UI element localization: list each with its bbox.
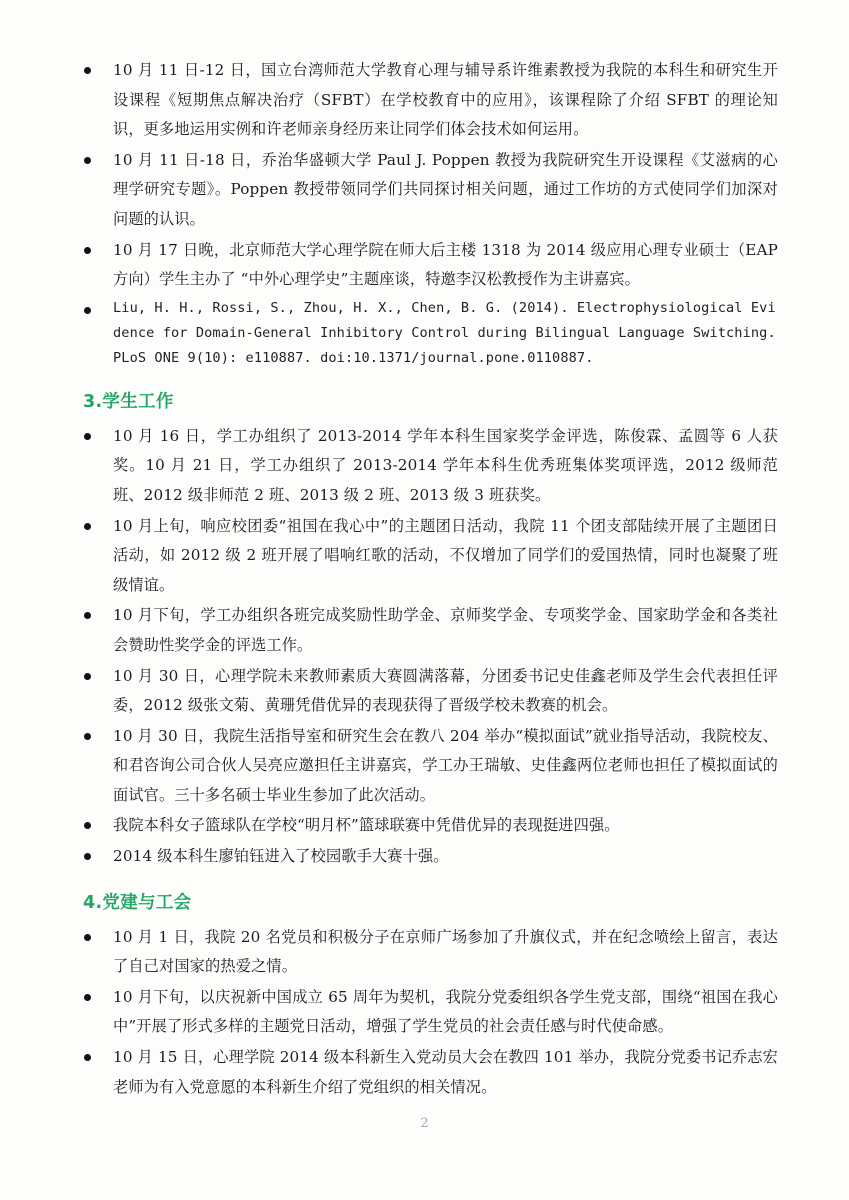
list-item-text: Liu, H. H., Rossi, S., Zhou, H. X., Chen, B. G. (2014). Electrophysiological Evidence for Domain-General Inhibitory Control during Bilingual Language Switching. PLoS ONE 9(10): e110887. doi:10.1371/journal.pone.0110887. (113, 299, 776, 366)
document-section (72, 889, 778, 1103)
section-bullet-list (72, 923, 778, 1103)
bullet-dot-icon (84, 523, 91, 530)
bullet-dot-icon (84, 994, 91, 1001)
bullet-dot-icon (84, 934, 91, 941)
section-bullet-list (72, 422, 778, 872)
list-item (72, 662, 778, 721)
bullet-dot-icon (84, 733, 91, 740)
list-item-text: 2014 级本科生廖铂钰进入了校园歌手大赛十强。 (113, 847, 449, 866)
bullet-dot-icon (84, 673, 91, 680)
list-item (72, 56, 778, 145)
list-item-text: 10 月上旬，响应校团委“祖国在我心中”的主题团日活动，我院 11 个团支部陆续开展了主题团日活动，如 2012 级 2 班开展了唱响红歌的活动，不仅增加了同学们的爱国热情，同时也凝聚了班级情谊。 (113, 516, 778, 594)
list-item-text: 10 月下旬，学工办组织各班完成奖励性助学金、京师奖学金、专项奖学金、国家助学金和各类社会赞助性奖学金的评选工作。 (113, 606, 778, 654)
list-item (72, 236, 778, 295)
list-item (72, 811, 778, 841)
bullet-dot-icon (84, 247, 91, 254)
page-footer (0, 1112, 849, 1131)
list-item-text: 我院本科女子篮球队在学校“明月杯”篮球联赛中凭借优异的表现挺进四强。 (113, 816, 620, 835)
list-item (72, 983, 778, 1042)
list-item (72, 923, 778, 982)
document-section (72, 388, 778, 872)
bullet-dot-icon (84, 433, 91, 440)
bullet-dot-icon (84, 67, 91, 74)
sections-container (72, 388, 778, 1102)
list-item-text: 10 月 1 日，我院 20 名党员和积极分子在京师广场参加了升旗仪式，并在纪念喷绘上留言，表达了自己对国家的热爱之情。 (113, 927, 778, 976)
list-item (72, 1043, 778, 1102)
list-item-text: 10 月下旬，以庆祝新中国成立 65 周年为契机，我院分党委组织各学生党支部，围绕“祖国在我心中”开展了形式多样的主题党日活动，增强了学生党员的社会责任感与时代使命感。 (113, 987, 778, 1036)
page-number: 2 (420, 1116, 429, 1131)
list-item-text: 10 月 15 日，心理学院 2014 级本科新生入党动员大会在教四 101 举办，我院分党委书记乔志宏老师为有入党意愿的本科新生介绍了党组织的相关情况。 (113, 1048, 778, 1096)
list-item-text: 10 月 17 日晚，北京师范大学心理学院在师大后主楼 1318 为 2014 级应用心理专业硕士（EAP 方向）学生主办了 “中外心理学史”主题座谈，特邀李汉松教授作为主讲嘉宾。 (113, 240, 778, 289)
list-item-text: 10 月 11 日-12 日，国立台湾师范大学教育心理与辅导系许维素教授为我院的本科生和研究生开设课程《短期焦点解决治疗（SFBT）在学校教育中的应用》，该课程除了介绍 SFBT 的理论知识，更多地运用实例和许老师亲身经历来让同学们体会技术如何运用。 (113, 61, 778, 139)
bullet-dot-icon (84, 157, 91, 164)
section-heading: 3.学生工作 (83, 391, 174, 412)
list-item-text: 10 月 30 日，我院生活指导室和研究生会在教八 204 举办“模拟面试”就业指导活动，我院校友、和君咨询公司合伙人吴亮应邀担任主讲嘉宾，学工办王瑞敏、史佳鑫两位老师也担任了模拟面试的面试官。三十多名硕士毕业生参加了此次活动。 (113, 726, 778, 804)
bullet-dot-icon (84, 612, 91, 619)
list-item (72, 296, 778, 371)
bullet-dot-icon (84, 853, 91, 860)
list-item (72, 422, 778, 511)
intro-bullet-list (72, 56, 778, 371)
list-item (72, 512, 778, 601)
list-item (72, 722, 778, 811)
list-item-text: 10 月 16 日，学工办组织了 2013-2014 学年本科生国家奖学金评选，陈俊霖、孟圆等 6 人获奖。10 月 21 日，学工办组织了 2013-2014 学年本科生优秀班集体奖项评选，2012 级师范班、2012 级非师范 2 班、2013 级 2 班、2013 级 3 班获奖。 (113, 426, 778, 504)
bullet-dot-icon (84, 307, 91, 314)
section-heading: 4.党建与工会 (83, 892, 192, 913)
list-item-text: 10 月 11 日-18 日，乔治华盛顿大学 Paul J. Poppen 教授为我院研究生开设课程《艾滋病的心理学研究专题》。Poppen 教授带领同学们共同探讨相关问题，通过工作坊的方式使同学们加深对问题的认识。 (113, 150, 778, 228)
bullet-dot-icon (84, 1054, 91, 1061)
list-item-text: 10 月 30 日，心理学院未来教师素质大赛圆满落幕，分团委书记史佳鑫老师及学生会代表担任评委，2012 级张文菊、黄珊凭借优异的表现获得了晋级学校未教赛的机会。 (113, 666, 778, 715)
list-item (72, 146, 778, 235)
bullet-dot-icon (84, 822, 91, 829)
list-item (72, 842, 778, 872)
list-item (72, 601, 778, 660)
page-content (72, 56, 778, 1104)
